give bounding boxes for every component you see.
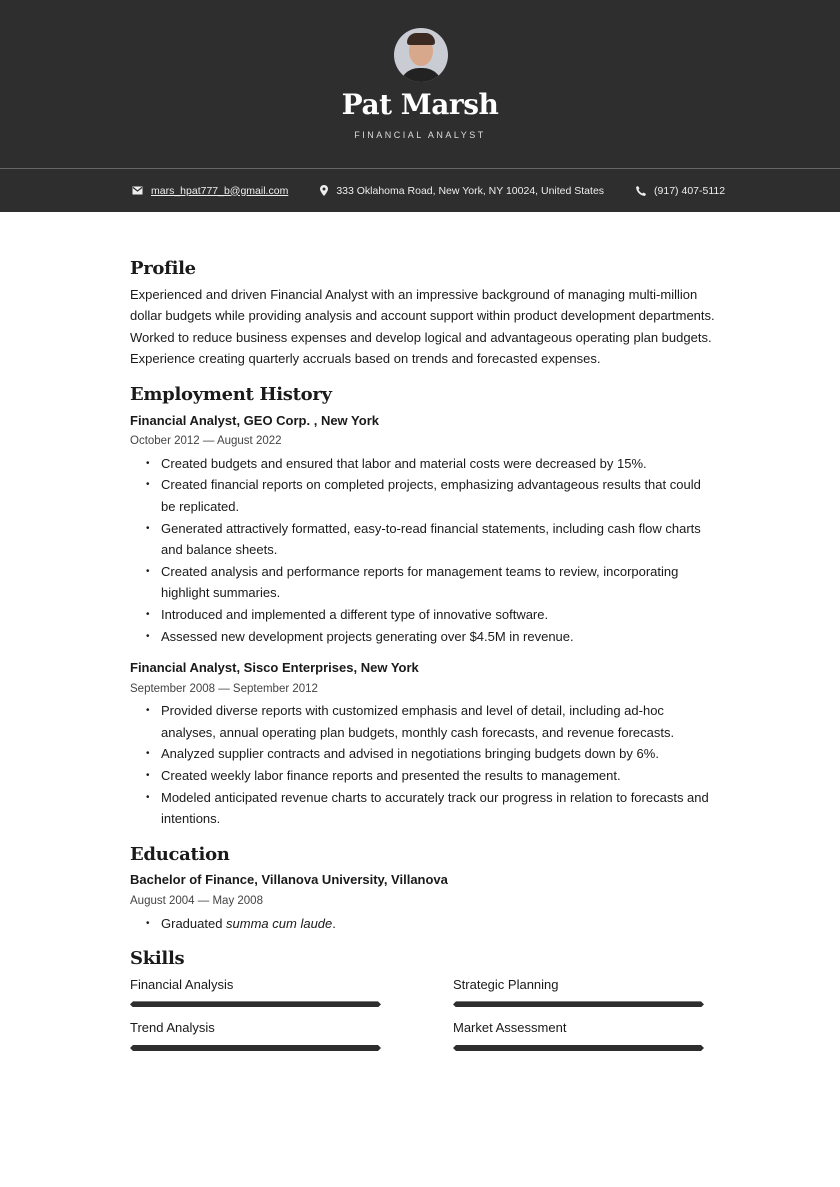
- resume-body: [130, 258, 715, 1071]
- skill-name: Trend Analysis: [130, 1020, 215, 1036]
- avatar: [394, 28, 448, 82]
- profile-text: Experienced and driven Financial Analyst with an impressive background of managing multi-million dollar budgets while providing analysis and account support within product development departments. Worked to reduce business expenses and develop logical and advantageous operating plan budgets. Experience creating quarterly accruals based on trends and forecasted expenses.: [130, 286, 715, 367]
- list-item: • Assessed new development projects generating over $4.5M in revenue.: [161, 626, 715, 648]
- skill-name: Market Assessment: [453, 1020, 567, 1036]
- skill-level-bar: [130, 1001, 381, 1007]
- list-item: [161, 913, 715, 935]
- employment-heading: Employment History: [130, 383, 332, 405]
- job-entry: [130, 410, 715, 648]
- job-entry: [130, 657, 715, 830]
- employment-section: [130, 384, 715, 830]
- candidate-name: Pat Marsh: [341, 88, 499, 121]
- job-entry-title: Financial Analyst, GEO Corp. , New York: [130, 412, 379, 428]
- list-item: • Introduced and implemented a different type of innovative software.: [161, 604, 715, 626]
- job-dates: September 2008 — September 2012: [130, 682, 318, 695]
- skill-item: [453, 1017, 705, 1057]
- resume-header: [0, 0, 840, 168]
- skill-level-bar: [453, 1045, 704, 1051]
- skill-item: [130, 1017, 453, 1057]
- job-dates: October 2012 — August 2022: [130, 435, 282, 448]
- skill-level-bar: [453, 1001, 704, 1007]
- location-pin-icon: [320, 185, 328, 196]
- bullet-text: Graduated: [161, 915, 227, 931]
- skill-item: [130, 974, 453, 1014]
- job-entry-title: Financial Analyst, Sisco Enterprises, New York: [130, 660, 419, 676]
- education-section: [130, 844, 715, 934]
- list-item: • Created financial reports on completed projects, emphasizing advantageous results that could be replicated.: [161, 474, 715, 517]
- list-item: • Created budgets and ensured that labor and material costs were decreased by 15%.: [161, 453, 715, 475]
- phone-icon: [636, 186, 646, 196]
- skills-heading: Skills: [130, 948, 185, 970]
- email-link[interactable]: mars_hpat777_b@gmail.com: [151, 184, 289, 197]
- contact-bar: [0, 168, 840, 212]
- address: 333 Oklahoma Road, New York, NY 10024, United States: [336, 184, 605, 197]
- bullet-suffix: .: [332, 915, 336, 931]
- list-item: • Created analysis and performance reports for management teams to review, incorporating highlight summaries.: [161, 561, 715, 604]
- bullet-emphasis: summa cum laude: [226, 915, 333, 931]
- profile-section: [130, 258, 715, 370]
- skill-item: [453, 974, 705, 1014]
- email-icon: [132, 186, 143, 195]
- list-item: • Provided diverse reports with customized emphasis and level of detail, including ad-hoc analyses, annual operating plan budgets, monthly cash forecasts, and revenue forecasts.: [161, 700, 715, 743]
- degree: Bachelor of Finance, Villanova University, Villanova: [130, 872, 448, 888]
- profile-heading: Profile: [130, 258, 196, 279]
- job-title: FINANCIAL ANALYST: [354, 130, 486, 140]
- education-heading: Education: [130, 843, 230, 865]
- list-item: • Modeled anticipated revenue charts to accurately track our progress in relation to forecasts and intentions.: [161, 787, 715, 830]
- skill-level-bar: [130, 1045, 381, 1051]
- phone: (917) 407-5112: [654, 184, 726, 197]
- education-dates: August 2004 — May 2008: [130, 895, 263, 908]
- skill-name: Financial Analysis: [130, 976, 234, 992]
- skill-name: Strategic Planning: [453, 976, 559, 992]
- skills-section: [130, 948, 715, 1057]
- list-item: • Analyzed supplier contracts and advised in negotiations bringing budgets down by 6%.: [161, 743, 715, 765]
- list-item: • Generated attractively formatted, easy-to-read financial statements, including cash flow charts and balance sheets.: [161, 518, 715, 561]
- list-item: • Created weekly labor finance reports and presented the results to management.: [161, 765, 715, 787]
